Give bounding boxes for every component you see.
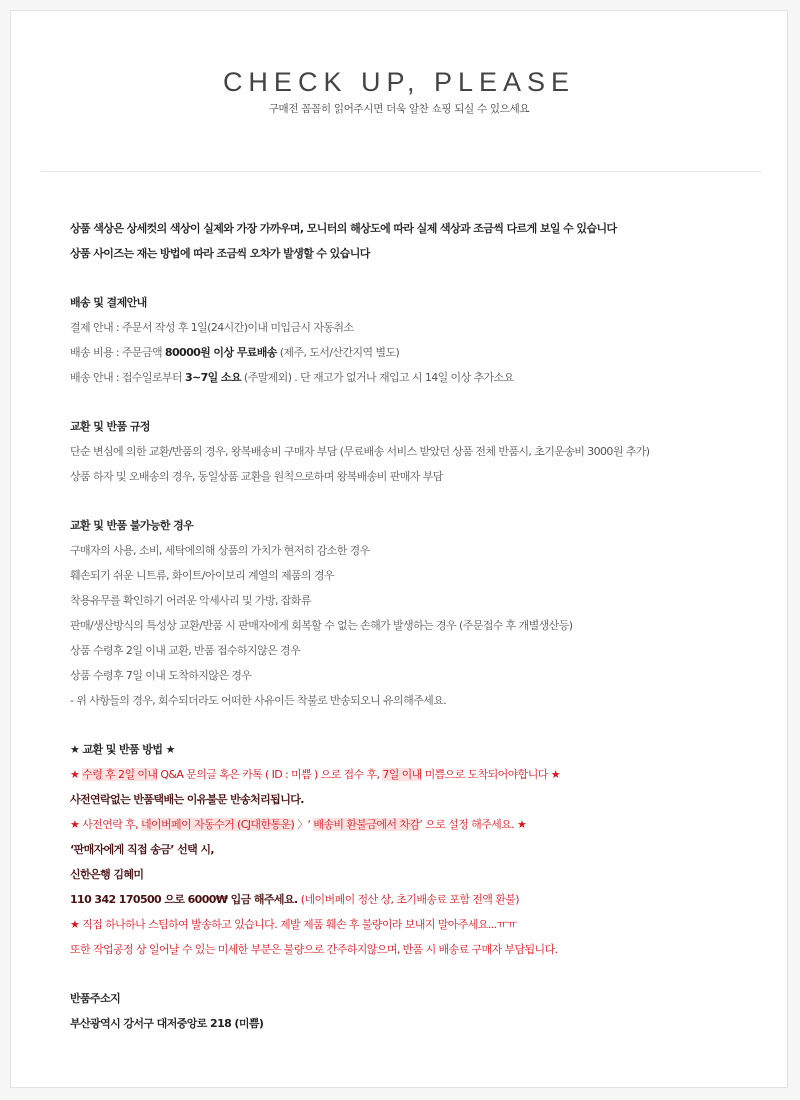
- notice-content: [70, 216, 750, 1036]
- method-line-1: ★ 수령 후 2일 이내 Q&A 문의글 혹은 카톡 ( ID : 미쁨 ) 으로 접수 후, 7일 이내 미쁨으로 도착되어야합니다 ★: [70, 768, 560, 781]
- address-heading: 반품주소지: [70, 992, 121, 1005]
- not-allowed-item: 착용유무를 확인하기 어려운 악세사리 및 가방, 잡화류: [70, 594, 311, 607]
- not-allowed-item: 상품 수령후 7일 이내 도착하지않은 경우: [70, 669, 252, 682]
- shipping-cost: 배송 비용 : 주문금액 80000원 이상 무료배송 (제주, 도서/산간지역 별도): [70, 346, 400, 359]
- not-allowed-item: 구매자의 사용, 소비, 세탁에의해 상품의 가치가 현저히 감소한 경우: [70, 544, 370, 557]
- return-address: 부산광역시 강서구 대저중앙로 218 (미쁨): [70, 1017, 264, 1030]
- method-line-2: 사전연락없는 반품택배는 이유불문 반송처리됩니다.: [70, 793, 304, 806]
- method-line-7: ★ 직접 하나하나 스팀하여 발송하고 있습니다. 제발 제품 훼손 후 불량이라 보내지 말아주세요...ㅠㅠ: [70, 918, 517, 931]
- exchange-rule: 단순 변심에 의한 교환/반품의 경우, 왕복배송비 구매자 부담 (무료배송 서비스 받았던 상품 전체 반품시, 초기운송비 3000원 추가): [70, 445, 650, 458]
- color-notice: 상품 색상은 상세컷의 색상이 실제와 가장 가까우며, 모니터의 해상도에 따라 실제 색상과 조금씩 다르게 보일 수 있습니다: [70, 222, 617, 235]
- exchange-rules-heading: 교환 및 반품 규정: [70, 420, 150, 433]
- method-line-5: 신한은행 김혜미: [70, 868, 144, 881]
- method-heading: ★ 교환 및 반품 방법 ★: [70, 743, 175, 756]
- exchange-rule: 상품 하자 및 오배송의 경우, 동일상품 교환을 원칙으로하며 왕복배송비 판매자 부담: [70, 470, 443, 483]
- method-line-4: ‘판매자에게 직접 송금’ 선택 시,: [70, 843, 214, 856]
- not-allowed-item: 훼손되기 쉬운 니트류, 화이트/아이보리 계열의 제품의 경우: [70, 569, 335, 582]
- page-subtitle: 구매전 꼼꼼히 읽어주시면 더욱 알찬 쇼핑 되실 수 있으세요: [268, 103, 530, 115]
- not-allowed-item: - 위 사항들의 경우, 회수되더라도 어떠한 사유이든 착불로 반송되오니 유의해주세요.: [70, 694, 447, 707]
- method-line-8: 또한 작업공정 상 일어날 수 있는 미세한 부분은 불량으로 간주하지않으며, 반품 시 배송료 구매자 부담됩니다.: [70, 943, 558, 956]
- not-allowed-heading: 교환 및 반품 불가능한 경우: [70, 519, 194, 532]
- not-allowed-item: 상품 수령후 2일 이내 교환, 반품 접수하지않은 경우: [70, 644, 301, 657]
- delivery-info: 배송 안내 : 접수일로부터 3~7일 소요 (주말제외) . 단 재고가 없거나 재입고 시 14일 이상 추가소요: [70, 371, 514, 384]
- shipping-heading: 배송 및 결제안내: [70, 296, 147, 309]
- page-title: CHECK UP, PLEASE: [222, 67, 576, 97]
- payment-info: 결제 안내 : 주문서 작성 후 1일(24시간)이내 미입금시 자동취소: [70, 321, 354, 334]
- method-line-3: ★ 사전연락 후, 네이버페이 자동수거 (CJ대한통운) 〉‘ 배송비 환불금에서 차감’ 으로 설정 해주세요. ★: [70, 818, 527, 831]
- size-notice: 상품 사이즈는 재는 방법에 따라 조금씩 오차가 발생할 수 있습니다: [70, 247, 370, 260]
- not-allowed-item: 판매/생산방식의 특성상 교환/반품 시 판매자에게 회복할 수 없는 손해가 발생하는 경우 (주문접수 후 개별생산등): [70, 619, 573, 632]
- method-line-6: 110 342 170500 으로 6000₩ 입금 해주세요. (네이버페이 정산 상, 초기배송료 포함 전액 환불): [70, 893, 519, 906]
- divider: [41, 171, 761, 172]
